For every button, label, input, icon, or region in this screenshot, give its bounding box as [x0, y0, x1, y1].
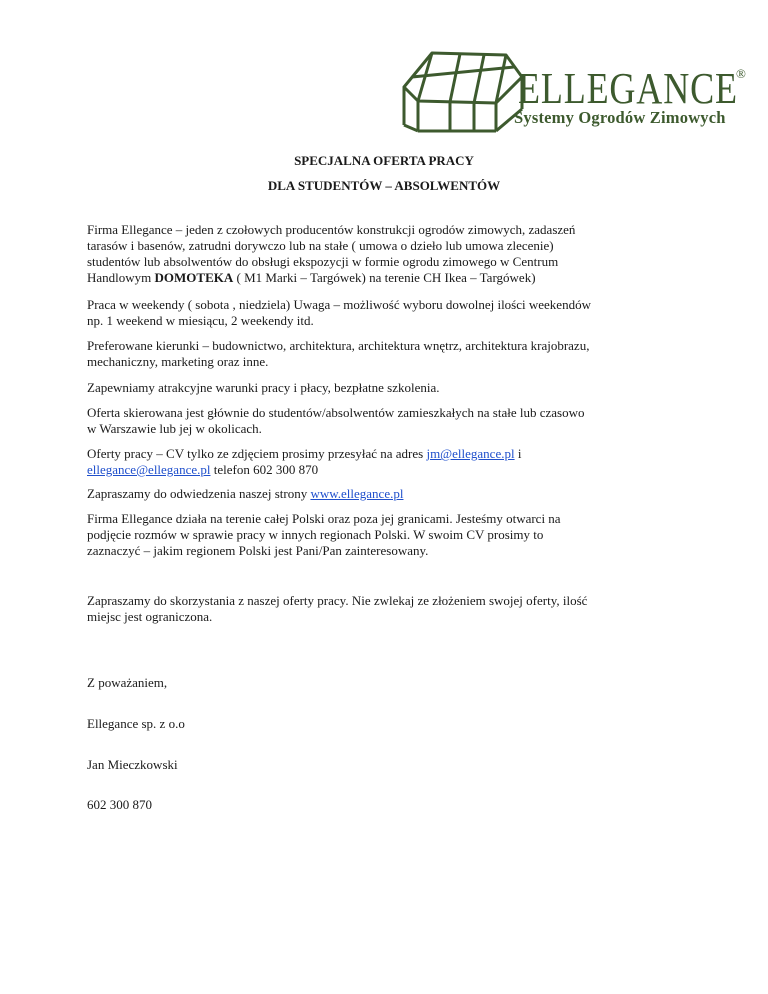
- intro-paragraph: [87, 222, 707, 286]
- contact-phone: telefon 602 300 870: [210, 462, 319, 477]
- registered-mark: ®: [736, 66, 746, 81]
- fields-line: mechaniczny, marketing oraz inne.: [87, 354, 269, 369]
- offer-heading: SPECJALNA OFERTA PRACY: [294, 153, 474, 168]
- intro-line-prefix: Handlowym: [87, 270, 155, 285]
- domoteka-name: DOMOTEKA: [154, 270, 234, 285]
- logo-tagline: Systemy Ogrodów Zimowych: [514, 108, 726, 127]
- regions-line: Firma Ellegance działa na terenie całej Polski oraz poza jej granicami. Jesteśmy otwarci na: [87, 511, 561, 526]
- target-line: w Warszawie lub jej w okolicach.: [87, 421, 262, 436]
- weekends-paragraph: [87, 297, 707, 329]
- signature-name: Jan Mieczkowski: [87, 757, 178, 772]
- signature-company: Ellegance sp. z o.o: [87, 716, 185, 731]
- intro-line: Firma Ellegance – jeden z czołowych producentów konstrukcji ogrodów zimowych, zadaszeń: [87, 222, 576, 237]
- regions-line: podjęcie rozmów w sprawie pracy w innych regionach Polski. W swoim CV prosimy to: [87, 527, 544, 542]
- email-link-ellegance[interactable]: ellegance@ellegance.pl: [87, 462, 211, 477]
- contact-line: [87, 462, 707, 478]
- website-link[interactable]: www.ellegance.pl: [310, 486, 404, 501]
- website-prefix: Zapraszamy do odwiedzenia naszej strony: [87, 486, 311, 501]
- contact-line: [87, 446, 707, 462]
- signature-phone: 602 300 870: [87, 797, 152, 812]
- company-logo: [398, 43, 753, 135]
- conservatory-icon: [398, 43, 526, 133]
- contact-prefix: Oferty pracy – CV tylko ze zdjęciem prosimy przesyłać na adres: [87, 446, 427, 461]
- offer-subheading: DLA STUDENTÓW – ABSOLWENTÓW: [267, 178, 501, 193]
- intro-line: tarasów i basenów, zatrudni dorywczo lub na stałe ( umowa o dzieło lub umowa zlecenie): [87, 238, 554, 253]
- regions-paragraph: [87, 511, 707, 559]
- logo-brand-name: ELLEGANCE: [518, 64, 738, 113]
- signature-greeting: Z poważaniem,: [87, 675, 168, 690]
- weekends-line: np. 1 weekend w miesiącu, 2 weekendy itd.: [87, 313, 314, 328]
- intro-line-suffix: ( M1 Marki – Targówek) na terenie CH Ikea – Targówek): [233, 270, 536, 285]
- invitation-paragraph: [87, 593, 707, 625]
- target-line: Oferta skierowana jest głównie do studentów/absolwentów zamieszkałych na stałe lub czasowo: [87, 405, 585, 420]
- conditions-paragraph: Zapewniamy atrakcyjne warunki pracy i płacy, bezpłatne szkolenia.: [87, 380, 440, 395]
- invitation-line: Zapraszamy do skorzystania z naszej oferty pracy. Nie zwlekaj ze złożeniem swojej oferty, ilość: [87, 593, 588, 608]
- regions-line: zaznaczyć – jakim regionem Polski jest Pani/Pan zainteresowany.: [87, 543, 429, 558]
- target-paragraph: [87, 405, 707, 437]
- email-link-jm[interactable]: jm@ellegance.pl: [426, 446, 515, 461]
- website-paragraph: [87, 486, 707, 502]
- invitation-line: miejsc jest ograniczona.: [87, 609, 213, 624]
- fields-line: Preferowane kierunki – budownictwo, architektura, architektura wnętrz, architektura krajobrazu,: [87, 338, 590, 353]
- fields-paragraph: [87, 338, 707, 370]
- contact-middle: i: [514, 446, 522, 461]
- weekends-line: Praca w weekendy ( sobota , niedziela) Uwaga – możliwość wyboru dowolnej ilości weekendów: [87, 297, 591, 312]
- intro-line: [87, 270, 707, 286]
- contact-paragraph: [87, 446, 707, 478]
- intro-line: studentów lub absolwentów do obsługi ekspozycji w formie ogrodu zimowego w Centrum: [87, 254, 559, 269]
